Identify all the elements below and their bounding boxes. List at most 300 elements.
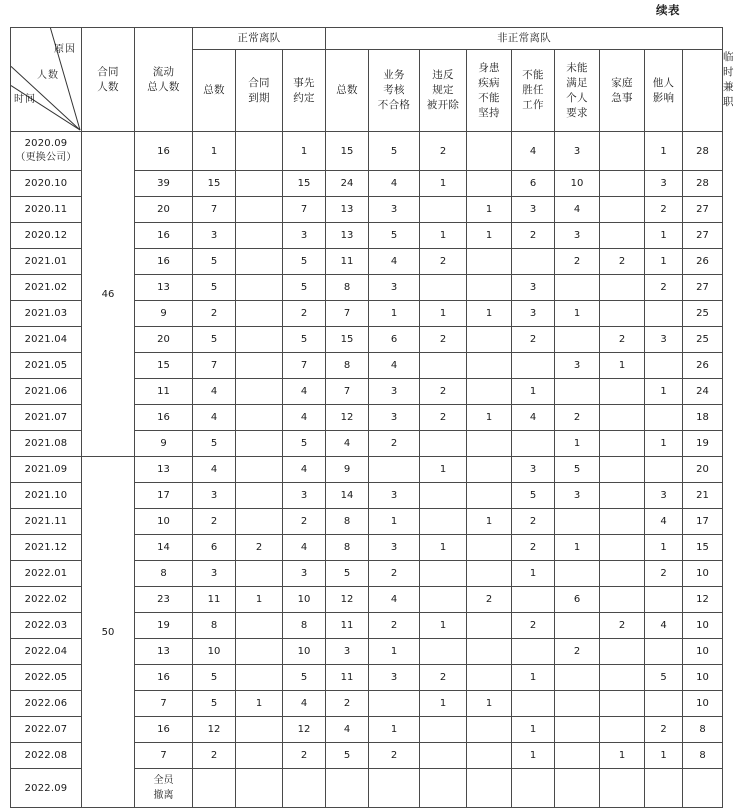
cell-abnormal-family-emergency <box>600 379 645 405</box>
cell-abnormal-other-influence <box>645 587 683 613</box>
cell-normal-pre-agreed: 4 <box>283 405 326 431</box>
cell-abnormal-other-influence: 3 <box>645 483 683 509</box>
cell-abnormal-illness <box>467 249 512 275</box>
cell-temp-job: 21 <box>683 483 723 509</box>
cell-flow-total: 20 <box>135 327 193 353</box>
personnel-turnover-table <box>10 27 734 808</box>
cell-abnormal-unmet-demand <box>555 379 600 405</box>
cell-normal-total: 3 <box>193 223 236 249</box>
cell-normal-contract-expired: 1 <box>236 587 283 613</box>
subheader-line: 规定 <box>432 84 454 96</box>
corner-label-reason: 原因 <box>54 44 76 55</box>
cell-normal-contract-expired <box>236 665 283 691</box>
cell-normal-total: 8 <box>193 613 236 639</box>
cell-abnormal-illness: 1 <box>467 405 512 431</box>
cell-temp-job: 17 <box>683 509 723 535</box>
cell-temp-job: 8 <box>683 717 723 743</box>
cell-abnormal-exam-failed <box>369 691 420 717</box>
cell-normal-contract-expired <box>236 483 283 509</box>
cell-normal-contract-expired <box>236 275 283 301</box>
cell-normal-pre-agreed: 10 <box>283 639 326 665</box>
cell-abnormal-family-emergency <box>600 223 645 249</box>
cell-abnormal-other-influence: 2 <box>645 275 683 301</box>
cell-abnormal-rule-violation <box>420 561 467 587</box>
subheader-line: 事先 <box>293 76 315 89</box>
cell-period: 2021.10 <box>11 483 82 509</box>
cell-abnormal-illness: 1 <box>467 301 512 327</box>
cell-abnormal-total: 11 <box>326 613 369 639</box>
cell-period: 2021.09 <box>11 457 82 483</box>
cell-normal-contract-expired: 2 <box>236 535 283 561</box>
subheader-line: 未能 <box>566 61 588 74</box>
cell-abnormal-illness: 1 <box>467 509 512 535</box>
cell-normal-contract-expired <box>236 171 283 197</box>
cell-abnormal-exam-failed: 5 <box>369 223 420 249</box>
cell-normal-contract-expired <box>236 353 283 379</box>
period-line: 2020.09 <box>24 138 68 149</box>
cell-normal-total: 5 <box>193 249 236 275</box>
cell-abnormal-other-influence: 1 <box>645 132 683 171</box>
cell-normal-pre-agreed: 10 <box>283 587 326 613</box>
cell-contract-count: 46 <box>82 132 135 457</box>
cell-abnormal-illness <box>467 769 512 808</box>
cell-abnormal-family-emergency: 2 <box>600 327 645 353</box>
cell-flow-total: 13 <box>135 275 193 301</box>
cell-abnormal-total: 15 <box>326 327 369 353</box>
cell-abnormal-family-emergency <box>600 665 645 691</box>
contract-count-line2: 人数 <box>97 80 119 93</box>
cell-abnormal-total: 4 <box>326 431 369 457</box>
cell-abnormal-illness: 1 <box>467 197 512 223</box>
cell-abnormal-exam-failed: 2 <box>369 431 420 457</box>
cell-normal-total: 12 <box>193 717 236 743</box>
cell-abnormal-exam-failed: 4 <box>369 171 420 197</box>
cell-abnormal-unmet-demand <box>555 665 600 691</box>
col-header-normal-total <box>193 50 236 132</box>
cell-abnormal-rule-violation <box>420 769 467 808</box>
cell-abnormal-incompetent: 3 <box>512 301 555 327</box>
cell-abnormal-family-emergency <box>600 483 645 509</box>
subheader-line: 到期 <box>248 91 270 104</box>
cell-abnormal-incompetent <box>512 353 555 379</box>
cell-abnormal-family-emergency <box>600 769 645 808</box>
cell-abnormal-incompetent: 2 <box>512 613 555 639</box>
cell-normal-pre-agreed: 4 <box>283 379 326 405</box>
cell-abnormal-incompetent: 1 <box>512 665 555 691</box>
cell-normal-pre-agreed: 2 <box>283 509 326 535</box>
subheader-line: 考核 <box>383 84 405 96</box>
subheader-line: 疾病 <box>478 76 500 89</box>
cell-abnormal-unmet-demand <box>555 769 600 808</box>
cell-abnormal-total: 11 <box>326 665 369 691</box>
cell-abnormal-total: 8 <box>326 509 369 535</box>
cell-normal-total <box>193 769 236 808</box>
cell-temp-job: 10 <box>683 639 723 665</box>
cell-temp-job <box>683 769 723 808</box>
cell-abnormal-family-emergency <box>600 587 645 613</box>
cell-normal-total: 5 <box>193 275 236 301</box>
cell-period: 2021.11 <box>11 509 82 535</box>
cell-temp-job: 10 <box>683 613 723 639</box>
cell-normal-total: 3 <box>193 561 236 587</box>
cell-abnormal-total: 5 <box>326 561 369 587</box>
cell-abnormal-incompetent <box>512 691 555 717</box>
cell-abnormal-exam-failed: 3 <box>369 483 420 509</box>
cell-abnormal-total: 5 <box>326 743 369 769</box>
cell-abnormal-rule-violation: 2 <box>420 665 467 691</box>
cell-temp-job: 15 <box>683 535 723 561</box>
col-header-normal-pre-agreed <box>283 50 326 132</box>
cell-abnormal-total: 8 <box>326 353 369 379</box>
cell-normal-pre-agreed: 2 <box>283 743 326 769</box>
cell-normal-contract-expired <box>236 327 283 353</box>
col-header-abnormal-unmet-demand <box>555 50 600 132</box>
cell-flow-total: 16 <box>135 717 193 743</box>
corner-label-count: 人数 <box>37 70 59 81</box>
cell-abnormal-rule-violation <box>420 431 467 457</box>
cell-abnormal-illness <box>467 717 512 743</box>
cell-normal-pre-agreed: 3 <box>283 223 326 249</box>
cell-abnormal-total: 12 <box>326 587 369 613</box>
cell-temp-job: 24 <box>683 379 723 405</box>
cell-normal-total: 4 <box>193 379 236 405</box>
cell-period: 2022.01 <box>11 561 82 587</box>
cell-normal-pre-agreed: 3 <box>283 561 326 587</box>
table-body <box>11 132 723 808</box>
cell-normal-contract-expired <box>236 457 283 483</box>
cell-abnormal-exam-failed: 3 <box>369 665 420 691</box>
col-header-abnormal-family-emergency <box>600 50 645 132</box>
cell-normal-contract-expired <box>236 639 283 665</box>
col-header-abnormal-rule-violation <box>420 50 467 132</box>
cell-abnormal-unmet-demand: 2 <box>555 249 600 275</box>
cell-normal-contract-expired <box>236 743 283 769</box>
cell-period: 2022.07 <box>11 717 82 743</box>
cell-normal-total: 3 <box>193 483 236 509</box>
cell-abnormal-other-influence <box>645 769 683 808</box>
cell-flow-total: 16 <box>135 405 193 431</box>
cell-abnormal-family-emergency: 2 <box>600 249 645 275</box>
cell-period: 2021.03 <box>11 301 82 327</box>
cell-normal-total: 7 <box>193 197 236 223</box>
cell-abnormal-illness <box>467 639 512 665</box>
personnel-turnover-table-wrapper <box>10 27 734 808</box>
col-header-abnormal-illness <box>467 50 512 132</box>
period-line: （更换公司） <box>15 152 77 163</box>
cell-normal-pre-agreed: 5 <box>283 431 326 457</box>
cell-normal-pre-agreed: 5 <box>283 327 326 353</box>
cell-abnormal-illness <box>467 275 512 301</box>
cell-normal-contract-expired <box>236 613 283 639</box>
cell-abnormal-incompetent: 1 <box>512 561 555 587</box>
cell-normal-contract-expired: 1 <box>236 691 283 717</box>
cell-abnormal-unmet-demand: 3 <box>555 353 600 379</box>
col-header-contract-count <box>82 28 135 132</box>
cell-period: 2021.06 <box>11 379 82 405</box>
cell-abnormal-illness <box>467 613 512 639</box>
cell-abnormal-unmet-demand <box>555 743 600 769</box>
cell-flow-total: 9 <box>135 301 193 327</box>
cell-abnormal-illness <box>467 483 512 509</box>
cell-period: 2021.04 <box>11 327 82 353</box>
cell-abnormal-incompetent <box>512 769 555 808</box>
cell-abnormal-unmet-demand: 1 <box>555 431 600 457</box>
cell-period: 2020.12 <box>11 223 82 249</box>
cell-abnormal-unmet-demand: 1 <box>555 301 600 327</box>
cell-abnormal-incompetent: 2 <box>512 509 555 535</box>
cell-abnormal-family-emergency <box>600 509 645 535</box>
cell-abnormal-exam-failed: 3 <box>369 405 420 431</box>
cell-abnormal-incompetent <box>512 587 555 613</box>
cell-normal-pre-agreed: 4 <box>283 535 326 561</box>
cell-flow-total: 16 <box>135 249 193 275</box>
subheader-line: 工作 <box>522 99 544 111</box>
cell-abnormal-rule-violation: 1 <box>420 457 467 483</box>
cell-abnormal-illness <box>467 353 512 379</box>
cell-normal-total: 1 <box>193 132 236 171</box>
cell-abnormal-unmet-demand <box>555 691 600 717</box>
cell-abnormal-total: 14 <box>326 483 369 509</box>
cell-abnormal-exam-failed <box>369 769 420 808</box>
flow-total-line2: 总人数 <box>147 80 180 93</box>
cell-abnormal-total: 12 <box>326 405 369 431</box>
subheader-line: 不能 <box>522 69 544 81</box>
cell-flow-total: 20 <box>135 197 193 223</box>
cell-flow-total: 16 <box>135 223 193 249</box>
cell-abnormal-exam-failed <box>369 457 420 483</box>
cell-abnormal-total: 2 <box>326 691 369 717</box>
cell-abnormal-other-influence: 1 <box>645 743 683 769</box>
cell-abnormal-other-influence: 2 <box>645 197 683 223</box>
cell-abnormal-rule-violation: 2 <box>420 405 467 431</box>
cell-temp-job: 20 <box>683 457 723 483</box>
cell-normal-total: 5 <box>193 431 236 457</box>
cell-abnormal-exam-failed: 3 <box>369 379 420 405</box>
cell-normal-total: 2 <box>193 743 236 769</box>
cell-abnormal-rule-violation <box>420 639 467 665</box>
cell-abnormal-incompetent: 1 <box>512 743 555 769</box>
cell-temp-job: 25 <box>683 327 723 353</box>
cell-abnormal-unmet-demand <box>555 561 600 587</box>
cell-normal-pre-agreed <box>283 769 326 808</box>
cell-normal-total: 4 <box>193 457 236 483</box>
cell-normal-pre-agreed: 4 <box>283 457 326 483</box>
cell-period: 2021.08 <box>11 431 82 457</box>
cell-abnormal-exam-failed: 2 <box>369 613 420 639</box>
cell-abnormal-illness <box>467 457 512 483</box>
cell-abnormal-total: 7 <box>326 379 369 405</box>
cell-abnormal-total: 7 <box>326 301 369 327</box>
cell-abnormal-unmet-demand: 10 <box>555 171 600 197</box>
cell-abnormal-family-emergency <box>600 275 645 301</box>
cell-abnormal-family-emergency: 1 <box>600 743 645 769</box>
cell-flow-total: 16 <box>135 665 193 691</box>
cell-flow-total: 14 <box>135 535 193 561</box>
cell-abnormal-incompetent: 4 <box>512 132 555 171</box>
cell-temp-job: 27 <box>683 197 723 223</box>
cell-normal-pre-agreed: 12 <box>283 717 326 743</box>
cell-abnormal-family-emergency <box>600 132 645 171</box>
cell-abnormal-other-influence: 2 <box>645 717 683 743</box>
subheader-line: 不合格 <box>377 99 411 111</box>
cell-abnormal-family-emergency: 2 <box>600 613 645 639</box>
cell-abnormal-incompetent: 3 <box>512 275 555 301</box>
cell-abnormal-exam-failed: 3 <box>369 197 420 223</box>
cell-abnormal-unmet-demand <box>555 717 600 743</box>
subheader-line: 总数 <box>336 84 358 96</box>
cell-period: 2022.05 <box>11 665 82 691</box>
cell-normal-pre-agreed: 7 <box>283 197 326 223</box>
cell-normal-contract-expired <box>236 301 283 327</box>
cell-period: 2020.10 <box>11 171 82 197</box>
cell-abnormal-other-influence: 1 <box>645 431 683 457</box>
cell-abnormal-other-influence: 1 <box>645 223 683 249</box>
cell-abnormal-other-influence: 2 <box>645 561 683 587</box>
cell-normal-pre-agreed: 4 <box>283 691 326 717</box>
cell-abnormal-rule-violation: 2 <box>420 249 467 275</box>
cell-abnormal-rule-violation: 1 <box>420 171 467 197</box>
cell-abnormal-other-influence: 3 <box>645 171 683 197</box>
col-header-abnormal-total <box>326 50 369 132</box>
cell-flow-total: 16 <box>135 132 193 171</box>
cell-line: 撤离 <box>153 790 174 801</box>
cell-abnormal-unmet-demand: 6 <box>555 587 600 613</box>
cell-temp-job: 10 <box>683 665 723 691</box>
cell-abnormal-other-influence <box>645 457 683 483</box>
cell-period: 2021.02 <box>11 275 82 301</box>
cell-normal-contract-expired <box>236 249 283 275</box>
cell-abnormal-unmet-demand <box>555 275 600 301</box>
cell-normal-contract-expired <box>236 132 283 171</box>
col-header-flow-total <box>135 28 193 132</box>
cell-abnormal-illness <box>467 431 512 457</box>
cell-abnormal-rule-violation: 2 <box>420 379 467 405</box>
cell-normal-total: 5 <box>193 691 236 717</box>
cell-normal-total: 15 <box>193 171 236 197</box>
cell-flow-total: 10 <box>135 509 193 535</box>
cell-abnormal-incompetent: 2 <box>512 535 555 561</box>
table-row <box>11 132 723 171</box>
cell-normal-pre-agreed: 8 <box>283 613 326 639</box>
subheader-line: 身患 <box>478 61 500 74</box>
cell-abnormal-other-influence <box>645 691 683 717</box>
cell-abnormal-exam-failed: 2 <box>369 743 420 769</box>
cell-abnormal-total: 3 <box>326 639 369 665</box>
cell-abnormal-unmet-demand: 3 <box>555 223 600 249</box>
cell-abnormal-family-emergency <box>600 691 645 717</box>
cell-abnormal-incompetent: 2 <box>512 223 555 249</box>
cell-temp-job: 26 <box>683 353 723 379</box>
cell-temp-job: 25 <box>683 301 723 327</box>
cell-abnormal-rule-violation <box>420 509 467 535</box>
cell-abnormal-other-influence: 3 <box>645 327 683 353</box>
cell-abnormal-illness <box>467 379 512 405</box>
cell-abnormal-total: 11 <box>326 249 369 275</box>
cell-abnormal-unmet-demand: 5 <box>555 457 600 483</box>
table-row <box>11 457 723 483</box>
subheader-line: 影响 <box>652 91 675 104</box>
cell-normal-contract-expired <box>236 717 283 743</box>
cell-abnormal-unmet-demand: 2 <box>555 639 600 665</box>
cell-abnormal-exam-failed: 1 <box>369 717 420 743</box>
cell-temp-job: 10 <box>683 561 723 587</box>
cell-abnormal-family-emergency <box>600 639 645 665</box>
subheader-line: 要求 <box>566 106 588 119</box>
cell-abnormal-incompetent <box>512 639 555 665</box>
cell-abnormal-exam-failed: 6 <box>369 327 420 353</box>
cell-normal-pre-agreed: 7 <box>283 353 326 379</box>
cell-abnormal-family-emergency <box>600 301 645 327</box>
cell-period: 2021.05 <box>11 353 82 379</box>
cell-abnormal-rule-violation <box>420 743 467 769</box>
cell-flow-total: 9 <box>135 431 193 457</box>
cell-abnormal-illness <box>467 665 512 691</box>
cell-normal-contract-expired <box>236 509 283 535</box>
cell-abnormal-unmet-demand: 4 <box>555 197 600 223</box>
cell-abnormal-family-emergency <box>600 717 645 743</box>
cell-normal-total: 4 <box>193 405 236 431</box>
cell-period: 2022.04 <box>11 639 82 665</box>
cell-period: 2021.12 <box>11 535 82 561</box>
cell-period: 2020.11 <box>11 197 82 223</box>
cell-abnormal-unmet-demand: 2 <box>555 405 600 431</box>
cell-normal-total: 2 <box>193 509 236 535</box>
cell-abnormal-rule-violation <box>420 717 467 743</box>
cell-temp-job: 28 <box>683 132 723 171</box>
cell-period: 2022.08 <box>11 743 82 769</box>
cell-abnormal-incompetent <box>512 249 555 275</box>
cell-abnormal-family-emergency <box>600 431 645 457</box>
subheader-line: 总数 <box>203 84 225 96</box>
cell-abnormal-illness <box>467 171 512 197</box>
subheader-line: 胜任 <box>522 84 544 96</box>
cell-normal-contract-expired <box>236 197 283 223</box>
corner-label-time: 时间 <box>14 94 36 105</box>
cell-normal-total: 5 <box>193 665 236 691</box>
cell-abnormal-exam-failed: 4 <box>369 249 420 275</box>
cell-normal-total: 5 <box>193 327 236 353</box>
cell-flow-total: 13 <box>135 639 193 665</box>
header-row-groups: 原因 人数 时间 合同 人数 流动 总人数 正常离队 非正常离队 临时 兼职 <box>11 28 723 50</box>
cell-abnormal-other-influence <box>645 301 683 327</box>
cell-normal-pre-agreed: 5 <box>283 249 326 275</box>
cell-abnormal-other-influence: 4 <box>645 613 683 639</box>
subheader-line: 不能 <box>478 91 500 104</box>
cell-period: 2021.07 <box>11 405 82 431</box>
cell-temp-job: 8 <box>683 743 723 769</box>
cell-abnormal-incompetent: 2 <box>512 327 555 353</box>
cell-abnormal-illness <box>467 132 512 171</box>
subheader-line: 业务 <box>383 69 405 81</box>
cell-normal-total: 11 <box>193 587 236 613</box>
table-head <box>11 28 734 132</box>
col-group-abnormal-departure: 非正常离队 <box>326 28 723 50</box>
col-header-abnormal-other-influence <box>645 50 683 132</box>
cell-abnormal-incompetent: 5 <box>512 483 555 509</box>
cell-period <box>11 132 82 171</box>
cell-abnormal-unmet-demand <box>555 509 600 535</box>
cell-line: 全员 <box>153 775 174 786</box>
cell-abnormal-incompetent: 1 <box>512 379 555 405</box>
cell-normal-pre-agreed: 15 <box>283 171 326 197</box>
cell-abnormal-family-emergency <box>600 171 645 197</box>
cell-abnormal-rule-violation <box>420 353 467 379</box>
cell-abnormal-unmet-demand <box>555 613 600 639</box>
cell-abnormal-rule-violation: 1 <box>420 691 467 717</box>
cell-abnormal-family-emergency <box>600 561 645 587</box>
cell-abnormal-other-influence: 1 <box>645 249 683 275</box>
cell-temp-job: 26 <box>683 249 723 275</box>
